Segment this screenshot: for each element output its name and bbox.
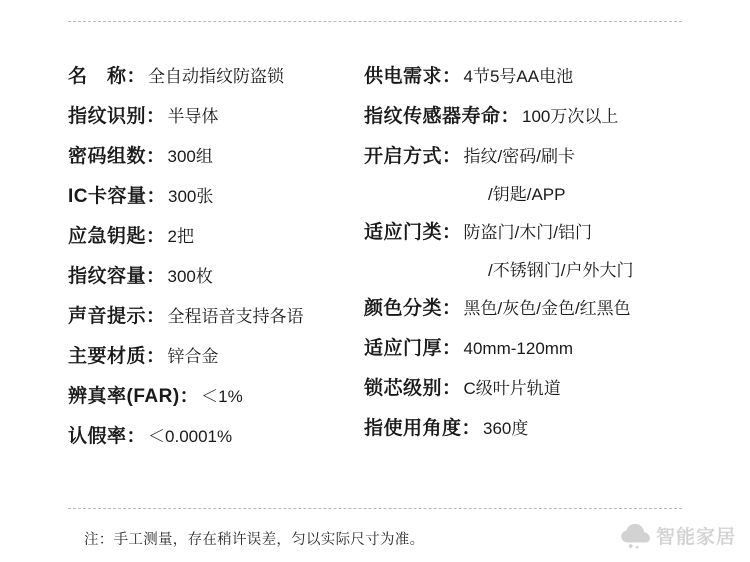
spec-label: 应急钥匙： — [68, 226, 166, 247]
spec-value: 黑色/灰色/金色/红黑色 — [463, 299, 631, 318]
spec-row-continuation — [364, 177, 728, 213]
spec-value: 锌合金 — [167, 347, 219, 366]
spec-value: ＜1% — [201, 387, 243, 406]
spec-row — [68, 97, 364, 137]
spec-value: 360度 — [483, 419, 529, 438]
spec-value-continued: /钥匙/APP — [488, 185, 566, 204]
spec-label: 适应门厚： — [364, 338, 462, 359]
spec-row — [68, 337, 364, 377]
spec-value: 全程语音支持各语 — [167, 307, 304, 326]
spec-label: 开启方式： — [364, 146, 462, 167]
spec-row — [68, 177, 364, 217]
spec-row — [364, 137, 728, 177]
spec-label: 颜色分类： — [364, 298, 462, 319]
spec-value-continued: /不锈钢门/户外大门 — [488, 261, 634, 280]
spec-row-continuation — [364, 253, 728, 289]
spec-row — [364, 409, 728, 449]
spec-value: 40mm-120mm — [463, 339, 574, 358]
cloud-icon — [618, 518, 652, 552]
spec-row — [68, 137, 364, 177]
spec-row — [364, 57, 728, 97]
spec-label: 指纹识别： — [68, 106, 166, 127]
spec-row — [364, 289, 728, 329]
spec-value: 300枚 — [167, 267, 213, 286]
spec-value: 4节5号AA电池 — [463, 67, 574, 86]
spec-label: 辨真率(FAR)： — [68, 386, 200, 407]
spec-row — [364, 369, 728, 409]
spec-value: 防盗门/木门/铝门 — [463, 223, 592, 242]
spec-value: ＜0.0001% — [148, 427, 233, 446]
spec-label: 指纹容量： — [68, 266, 166, 287]
spec-label: 指纹传感器寿命： — [364, 106, 521, 127]
spec-row — [68, 257, 364, 297]
spec-label: 认假率： — [68, 426, 147, 447]
spec-row — [364, 329, 728, 369]
spec-label: 密码组数： — [68, 146, 166, 167]
spec-value: 2把 — [167, 227, 194, 246]
spec-row — [68, 297, 364, 337]
spec-value: 300张 — [168, 187, 214, 206]
measurement-note: 注：手工测量，存在稍许误差，匀以实际尺寸为准。 — [84, 532, 425, 548]
watermark-label: 智能家居 — [655, 526, 736, 548]
spec-row — [68, 217, 364, 257]
spec-label: 供电需求： — [364, 66, 462, 87]
spec-value: 半导体 — [167, 107, 219, 126]
specifications-grid — [68, 57, 728, 457]
spec-row — [364, 213, 728, 253]
spec-value: 300组 — [167, 147, 213, 166]
spec-value: 100万次以上 — [522, 107, 619, 126]
divider-bottom — [68, 508, 682, 509]
spec-value: 全自动指纹防盗锁 — [148, 67, 285, 86]
spec-label: 锁芯级别： — [364, 378, 462, 399]
spec-label: 声音提示： — [68, 306, 166, 327]
divider-top — [68, 21, 682, 22]
spec-label: 适应门类： — [364, 222, 462, 243]
spec-label: IC卡容量： — [68, 186, 167, 207]
spec-label: 指使用角度： — [364, 418, 482, 439]
spec-row — [68, 57, 364, 97]
specifications-column-left — [68, 57, 364, 457]
spec-row — [68, 377, 364, 417]
spec-label: 名 称： — [68, 66, 147, 87]
spec-label: 主要材质： — [68, 346, 166, 367]
spec-value: 指纹/密码/刷卡 — [463, 147, 575, 166]
specifications-column-right — [364, 57, 728, 457]
spec-row — [364, 97, 728, 137]
spec-row — [68, 417, 364, 457]
spec-value: C级叶片轨道 — [463, 379, 561, 398]
watermark — [618, 518, 736, 552]
